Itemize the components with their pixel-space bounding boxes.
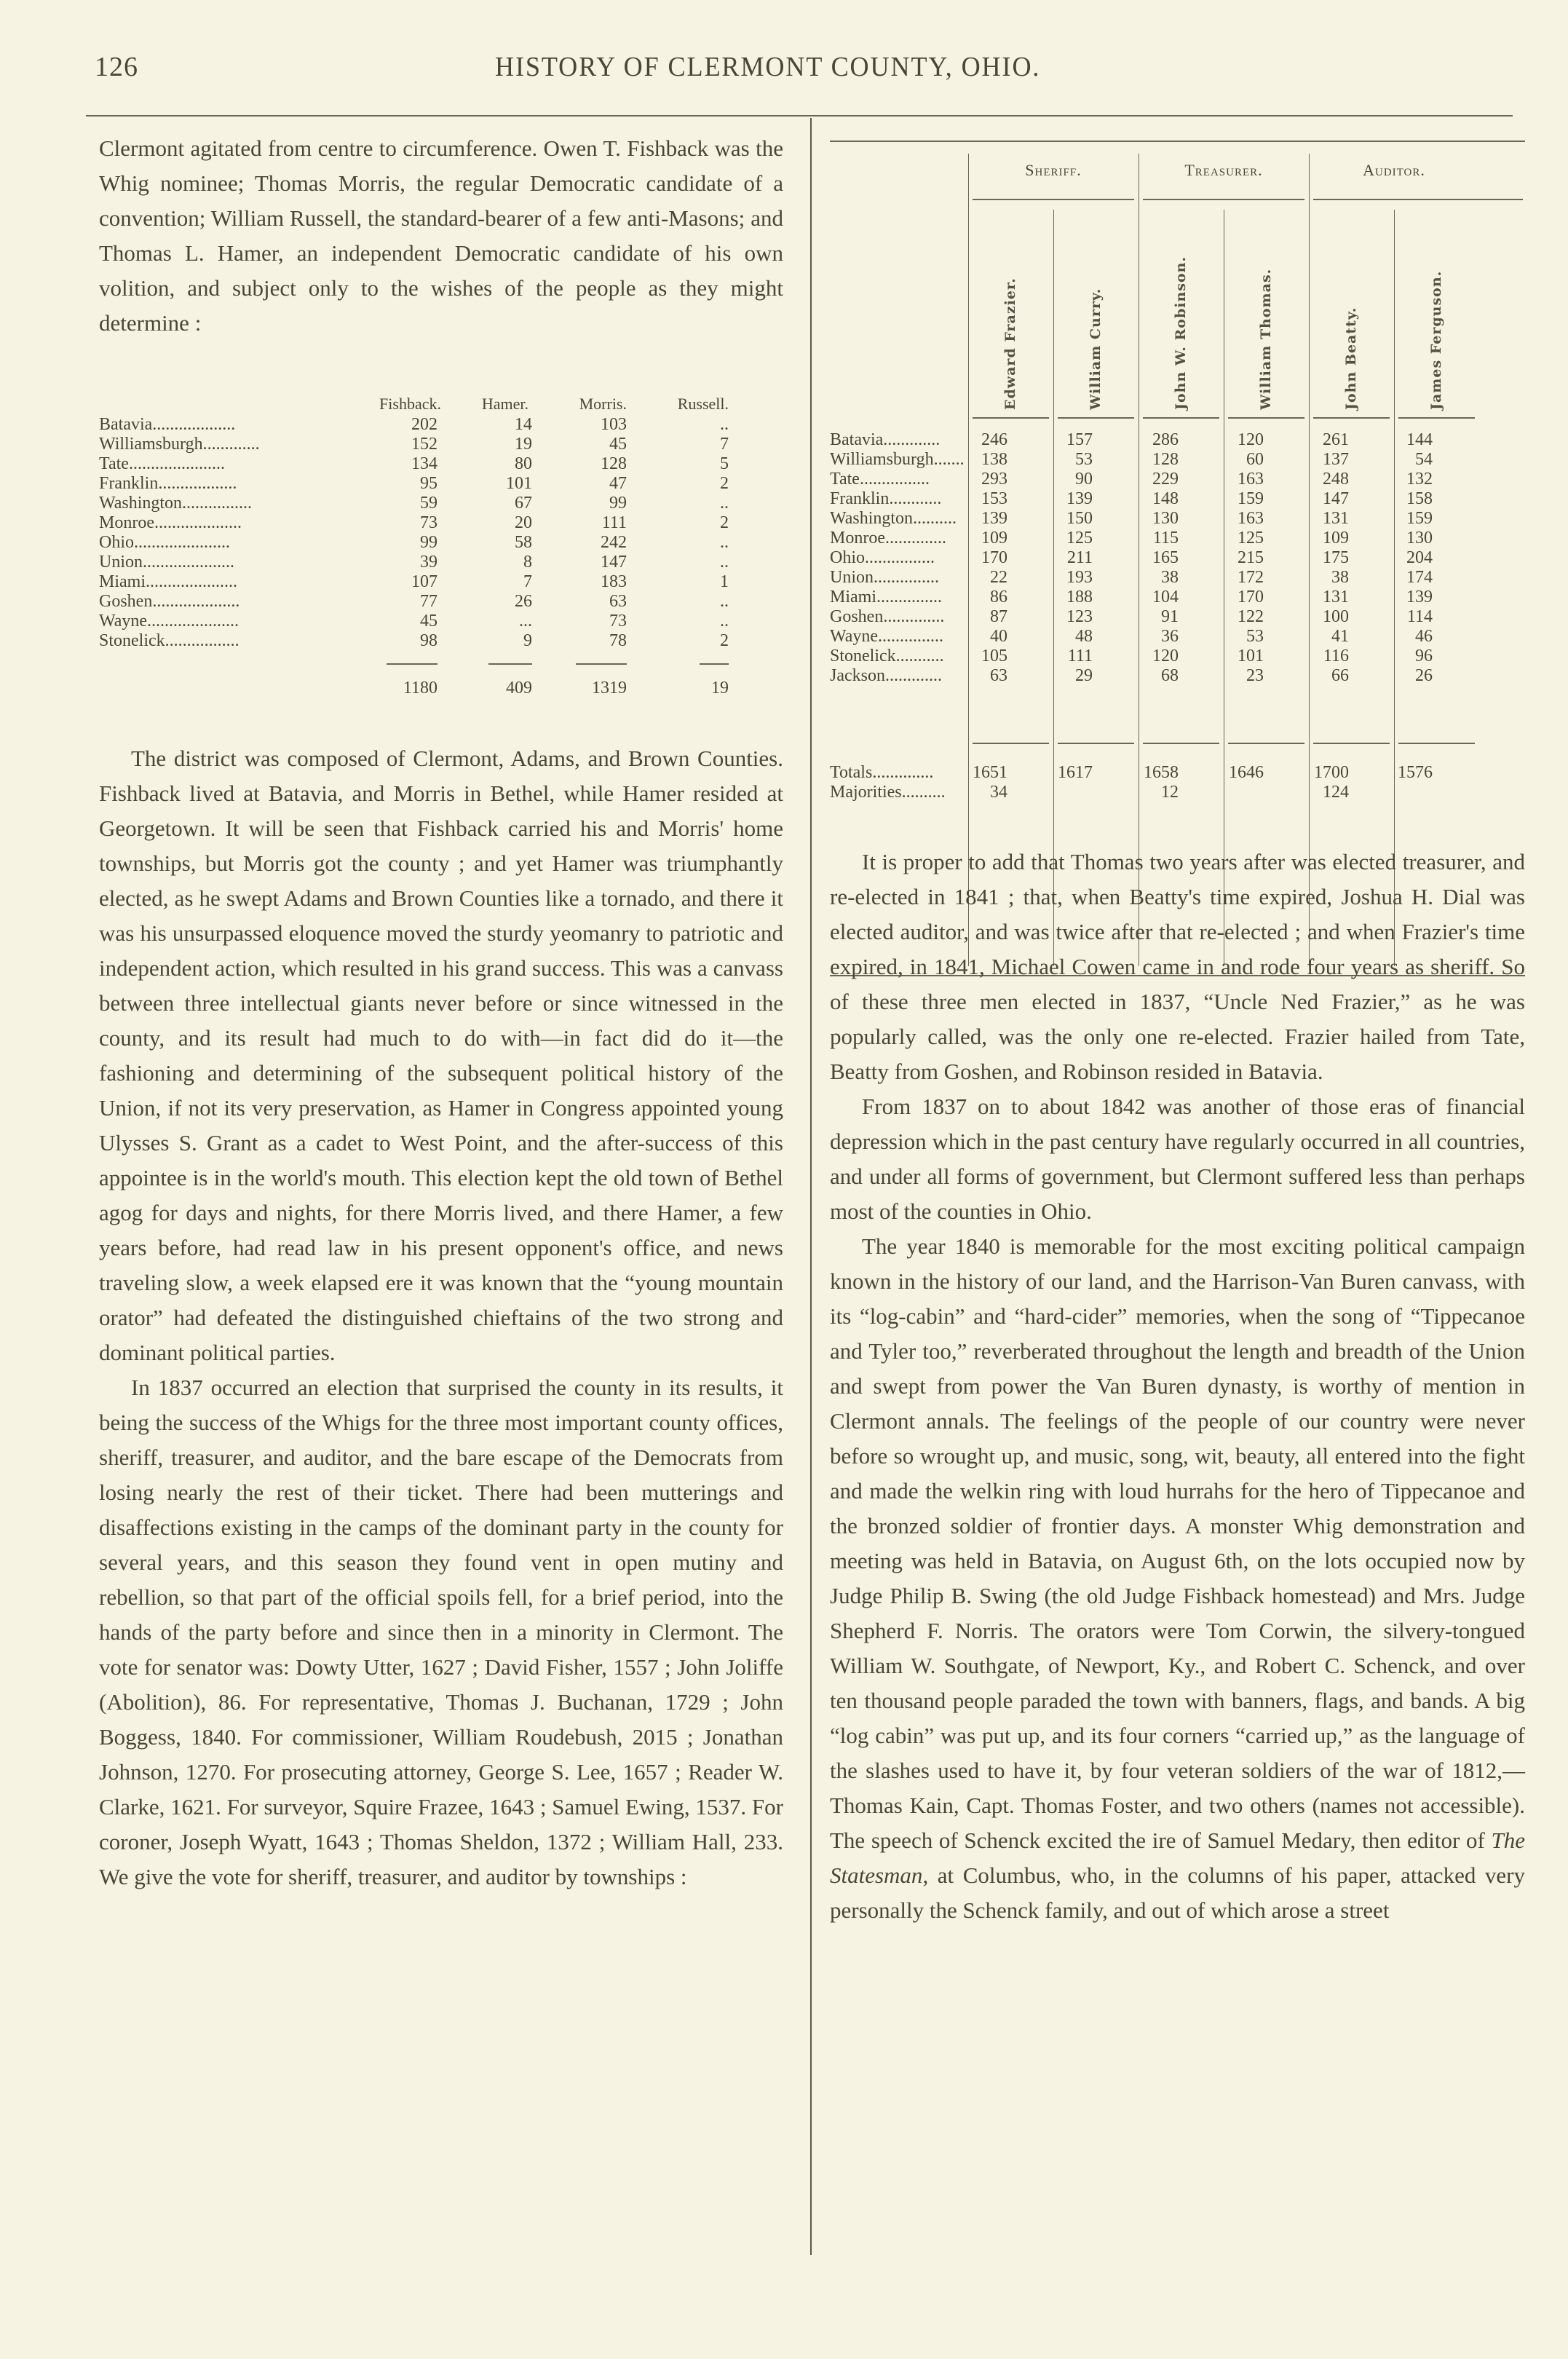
- vote-cell: 29: [1075, 666, 1093, 685]
- vote-cell: 38: [1161, 568, 1179, 587]
- vote-cell: 20: [515, 513, 532, 532]
- table-row: [99, 454, 783, 474]
- vote-cell: 114: [1406, 607, 1433, 626]
- vote-cell: 111: [601, 513, 627, 532]
- table-row: [99, 494, 783, 513]
- vote-cell: 90: [1075, 470, 1093, 489]
- vote-cell: 261: [1323, 430, 1349, 449]
- vote-cell: 242: [601, 533, 627, 552]
- vote-cell: 7: [523, 572, 532, 591]
- table-row: [99, 435, 783, 454]
- vote-cell: 47: [609, 474, 627, 493]
- total-cell: 1646: [1229, 763, 1264, 782]
- township-label: Wayne.....................: [99, 612, 239, 631]
- township-label: Miami...............: [830, 588, 942, 606]
- vote-cell: 78: [609, 631, 627, 650]
- vote-cell: 111: [1067, 647, 1093, 665]
- table-row: [830, 430, 1525, 450]
- total-cell: 1651: [973, 763, 1007, 782]
- vote-cell: 38: [1331, 568, 1349, 587]
- column-header: Fishback.: [379, 395, 441, 413]
- vote-cell: 188: [1066, 588, 1093, 606]
- vote-cell: 134: [411, 454, 437, 473]
- township-label: Wayne...............: [830, 627, 944, 646]
- vote-cell: 14: [515, 415, 532, 434]
- vote-cell: 53: [1075, 450, 1093, 469]
- total-cell: 1180: [403, 679, 437, 698]
- table-row: [830, 509, 1525, 529]
- vote-cell: 144: [1406, 430, 1433, 449]
- candidate-rule: [973, 417, 1049, 419]
- vote-cell: 131: [1323, 509, 1349, 528]
- vote-cell: 53: [1246, 627, 1264, 646]
- vote-cell: 157: [1066, 430, 1093, 449]
- vote-cell: 150: [1066, 509, 1093, 528]
- candidate-rule: [1313, 417, 1390, 419]
- vote-cell: 91: [1161, 607, 1179, 626]
- paragraph-1840-campaign: The year 1840 is memorable for the most exciting political campaign known in the history of our land, and the Harrison-Van Buren canvass, with its “log-cabin” and “hard-cider” memories, when the song of “Tippecanoe and Tyler too,” reverberated throughout the length and breadth of the Union and swept from power the Van Buren dynasty, is worthy of mention in Clermont annals. The feelings of the people of our country were never before so wrought up, and music, song, wit, beauty, all entered into the fight and made the welkin ring with loud hurrahs for the hero of Tippecanoe and the bronzed soldier of frontier days. A monster Whig demonstration and meeting was held in Batavia, on August 6th, on the lots occupied now by Judge Philip B. Swing (the old Judge Fishback homestead) and Mrs. Judge Shepherd F. Norris. The orators were Tom Corwin, the silvery-tongued William W. Southgate, of Newport, Ky., and Robert C. Schenck, and over ten thousand people paraded the town with banners, flags, and bands. A big “log cabin” was put up, and its four corners “carried up,” as the language of the slashes used to have it, by four veteran soldiers of the war of 1812,—Thomas Kain, Capt. Thomas Foster, and two others (names not accessible). The speech of Schenck excited the ire of Samuel Medary, then editor of The Statesman, at Columbus, who, in the columns of his paper, attacked very personally the Schenck family, and out of which arose a street: [830, 1233, 1526, 1923]
- vote-cell: 109: [1323, 529, 1349, 548]
- vote-cell: 165: [1152, 548, 1179, 567]
- vote-cell: 101: [506, 474, 532, 493]
- vote-cell: 132: [1406, 470, 1433, 489]
- vote-cell: 63: [609, 592, 627, 611]
- candidate-header: William Curry.: [1088, 288, 1104, 410]
- vote-cell: 211: [1066, 548, 1093, 567]
- vote-cell: 101: [1238, 647, 1264, 665]
- candidate-header: James Ferguson.: [1428, 270, 1444, 410]
- table-row: [99, 592, 783, 612]
- vote-cell: 229: [1152, 470, 1179, 489]
- township-label: Washington................: [99, 494, 253, 513]
- candidate-header: Edward Frazier.: [1002, 277, 1018, 410]
- vote-cell: 73: [609, 612, 627, 631]
- vote-cell: 99: [420, 533, 437, 552]
- vote-cell: 128: [601, 454, 627, 473]
- total-cell: 1617: [1058, 763, 1093, 782]
- vote-cell: 109: [981, 529, 1007, 548]
- vote-cell: 1: [720, 572, 729, 591]
- vote-cell: 163: [1238, 509, 1264, 528]
- candidate-header: William Thomas.: [1258, 268, 1274, 410]
- vote-cell: 115: [1152, 529, 1179, 548]
- vote-cell: 147: [601, 553, 627, 572]
- vote-cell: 95: [420, 474, 437, 493]
- vote-cell: ..: [720, 415, 729, 434]
- vote-cell: 131: [1323, 588, 1349, 606]
- township-label: Batavia.............: [830, 430, 941, 449]
- candidate-rule: [1228, 417, 1304, 419]
- table-row: [830, 666, 1525, 686]
- vote-cell: 73: [420, 513, 437, 532]
- paragraph-district: The district was composed of Clermont, Adams, and Brown Counties. Fishback lived at Batavia, and Morris in Bethel, while Hamer resided at Georgetown. It will be seen that Fishback carried his and Morris' home townships, but Morris got the county ; and yet Hamer was triumphantly elected, as he swept Adams and Brown Counties like a tornado, and there it was his unsurpassed eloquence moved the sturdy yeomanry to patriotic and independent action, which resulted in his grand success. This was a canvass between three intellectual giants never before or since witnessed in the county, and its result had much to do with—in fact did do it—the fashioning and determining of the subsequent political history of the Union, if not its very preservation, as Hamer in Congress appointed young Ulysses S. Grant as a cadet to West Point, and the after-success of this appointee is in the world's mouth. This election kept the old town of Bethel agog for days and nights, for there Morris lived, and there Hamer, a few years before, had read law in his present opponent's office, and news traveling slow, a week elapsed ere it was known that the “young mountain orator” had defeated the distinguished chieftains of the two strong and dominant political parties.: [99, 746, 783, 1365]
- township-label: Monroe....................: [99, 513, 242, 532]
- vote-cell: 147: [1323, 489, 1349, 508]
- township-label: Stonelick.................: [99, 631, 239, 650]
- table-row: [830, 470, 1525, 489]
- vote-cell: ...: [519, 612, 532, 631]
- vote-cell: 104: [1152, 588, 1179, 606]
- township-label: Batavia...................: [99, 415, 236, 434]
- vote-cell: 139: [1406, 588, 1433, 606]
- vote-cell: 293: [981, 470, 1007, 489]
- office-header-sheriff: Sheriff.: [1025, 161, 1082, 179]
- newspaper-title: The Statesman: [830, 1827, 1526, 1888]
- vote-cell: 170: [1238, 588, 1264, 606]
- vote-cell: ..: [720, 494, 729, 513]
- vote-cell: ..: [720, 612, 729, 631]
- right-column: [830, 845, 1525, 1928]
- vote-cell: 130: [1152, 509, 1179, 528]
- total-cell: 1576: [1398, 763, 1433, 782]
- office-rule: [1143, 199, 1304, 200]
- vote-cell: 66: [1331, 666, 1349, 685]
- table-row: [830, 568, 1525, 588]
- vote-cell: 125: [1066, 529, 1093, 548]
- header-rule: [86, 115, 1513, 116]
- township-label: Goshen....................: [99, 592, 240, 611]
- vote-cell: 86: [990, 588, 1007, 606]
- office-rule: [1313, 199, 1523, 200]
- township-label: Monroe..............: [830, 529, 946, 548]
- vote-cell: 138: [981, 450, 1007, 469]
- vote-cell: 175: [1323, 548, 1349, 567]
- vote-cell: 130: [1406, 529, 1433, 548]
- total-cell: 1658: [1144, 763, 1179, 782]
- vote-cell: 59: [420, 494, 437, 513]
- vote-cell: 183: [601, 572, 627, 591]
- vote-cell: 120: [1238, 430, 1264, 449]
- sum-rule: [1398, 743, 1475, 744]
- township-label: Tate......................: [99, 454, 225, 473]
- congress-vote-table: [99, 393, 783, 698]
- total-cell: 1319: [592, 679, 627, 698]
- table-row: [830, 607, 1525, 627]
- vote-cell: 148: [1152, 489, 1179, 508]
- majority-cell: 12: [1161, 783, 1179, 802]
- total-cell: 19: [711, 679, 729, 698]
- vote-cell: 45: [609, 435, 627, 454]
- table-row: [830, 627, 1525, 647]
- vote-cell: 2: [720, 513, 729, 532]
- table-row: [830, 529, 1525, 548]
- vote-cell: 2: [720, 631, 729, 650]
- vote-cell: 120: [1152, 647, 1179, 665]
- vote-cell: 39: [420, 553, 437, 572]
- vote-cell: 125: [1238, 529, 1264, 548]
- vote-cell: ..: [720, 533, 729, 552]
- vote-cell: 202: [411, 415, 437, 434]
- candidate-rule: [1398, 417, 1475, 419]
- vote-cell: 193: [1066, 568, 1093, 587]
- vote-cell: 63: [990, 666, 1007, 685]
- vote-cell: ..: [720, 553, 729, 572]
- column-divider: [810, 118, 812, 2255]
- column-header: Morris.: [579, 395, 627, 413]
- table-row: [830, 450, 1525, 470]
- vote-cell: 67: [515, 494, 532, 513]
- vote-cell: 137: [1323, 450, 1349, 469]
- office-header-treasurer: Treasurer.: [1184, 161, 1263, 179]
- vote-cell: 98: [420, 631, 437, 650]
- township-label: Miami.....................: [99, 572, 237, 591]
- sum-rule: [1228, 743, 1304, 744]
- column-header: Russell.: [677, 395, 729, 413]
- vote-cell: 159: [1238, 489, 1264, 508]
- township-label: Franklin............: [830, 489, 942, 508]
- vote-cell: 80: [515, 454, 532, 473]
- vote-cell: 152: [411, 435, 437, 454]
- vote-cell: 159: [1406, 509, 1433, 528]
- office-rule: [973, 199, 1134, 200]
- vote-cell: 8: [523, 553, 532, 572]
- vote-cell: 139: [981, 509, 1007, 528]
- sum-rule: [1058, 743, 1134, 744]
- table-row: [99, 474, 783, 494]
- sum-rules: [99, 655, 783, 673]
- vote-cell: 60: [1246, 450, 1264, 469]
- total-cell: 1700: [1314, 763, 1349, 782]
- column-header: Hamer.: [481, 395, 528, 413]
- vote-cell: 107: [411, 572, 437, 591]
- vote-cell: 41: [1331, 627, 1349, 646]
- vote-cell: 170: [981, 548, 1007, 567]
- vote-cell: 128: [1152, 450, 1179, 469]
- table-row: [99, 553, 783, 572]
- township-label: Ohio................: [830, 548, 935, 567]
- vote-cell: 100: [1323, 607, 1349, 626]
- page-number: 126: [95, 52, 138, 82]
- vote-cell: 96: [1415, 647, 1433, 665]
- row-label: Totals..............: [830, 763, 934, 782]
- candidate-header: John Beatty.: [1343, 307, 1359, 410]
- majority-cell: [1349, 783, 1433, 802]
- table-row: [99, 631, 783, 651]
- sum-rule: [973, 743, 1049, 744]
- majority-cell: 124: [1323, 783, 1349, 802]
- table-row: [830, 489, 1525, 509]
- totals-row: [99, 679, 783, 698]
- table-top-rule: [830, 141, 1525, 142]
- vote-cell: 286: [1152, 430, 1179, 449]
- vote-cell: 174: [1406, 568, 1433, 587]
- page-header: [95, 51, 1521, 102]
- vote-cell: 2: [720, 474, 729, 493]
- vote-cell: 23: [1246, 666, 1264, 685]
- vote-cell: 163: [1238, 470, 1264, 489]
- majorities-row: [830, 783, 1525, 802]
- office-header-auditor: Auditor.: [1363, 161, 1425, 179]
- table-row: [99, 415, 783, 435]
- vote-cell: 153: [981, 489, 1007, 508]
- township-label: Union.....................: [99, 553, 234, 572]
- paragraph-financial-depression: From 1837 on to about 1842 was another of those eras of financial depression which in the past century have regularly occurred in all countries, and under all forms of government, but Clermont suffered less than perhaps most of the counties in Ohio.: [830, 1094, 1525, 1224]
- majority-cell: [1007, 783, 1093, 802]
- vote-cell: 5: [720, 454, 729, 473]
- vote-cell: 58: [515, 533, 532, 552]
- vote-cell: 87: [990, 607, 1007, 626]
- vote-cell: 26: [515, 592, 532, 611]
- vote-cell: 45: [420, 612, 437, 631]
- table-row: [99, 533, 783, 553]
- vote-cell: 19: [515, 435, 532, 454]
- majority-cell: 34: [990, 783, 1007, 802]
- vote-cell: 77: [420, 592, 437, 611]
- vote-cell: 103: [601, 415, 627, 434]
- running-title: HISTORY OF CLERMONT COUNTY, OHIO.: [495, 52, 1041, 82]
- left-column-continued: [99, 741, 783, 1894]
- paragraph-later-elections: It is proper to add that Thomas two years after was elected treasurer, and re-elected in 1841 ; that, when Beatty's time expired, Joshua H. Dial was elected auditor, and was twice after that re-elected ; and when Frazier's time expired, in 1841, Michael Cowen came in and rode four years as sheriff. So of these three men elected in 1837, “Uncle Ned Frazier,” as he was popularly called, was the only one re-elected. Frazier hailed from Tate, Beatty from Goshen, and Robinson resided in Batavia.: [830, 849, 1525, 1084]
- vote-cell: 48: [1075, 627, 1093, 646]
- paragraph-1837-election: In 1837 occurred an election that surprised the county in its results, it being the success of the Whigs for the three most important county offices, sheriff, treasurer, and auditor, and the bare escape of the Democrats from losing nearly the rest of their ticket. There had been mutterings and disaffections existing in the camps of the dominant party in the county for several years, and this season they found vent in open mutiny and rebellion, so that part of the official spoils fell, for a brief period, into the hands of the party before and since then in a minority in Clermont. The vote for senator was: Dowty Utter, 1627 ; David Fisher, 1557 ; John Joliffe (Abolition), 86. For representative, Thomas J. Buchanan, 1729 ; John Boggess, 1840. For commissioner, William Roudebush, 2015 ; Jonathan Johnson, 1270. For prosecuting attorney, George S. Lee, 1657 ; Reader W. Clarke, 1621. For surveyor, Squire Frazee, 1643 ; Samuel Ewing, 1537. For coroner, Joseph Wyatt, 1643 ; Thomas Sheldon, 1372 ; William Hall, 233. We give the vote for sheriff, treasurer, and auditor by townships :: [99, 1375, 783, 1889]
- vote-cell: 7: [720, 435, 729, 454]
- township-label: Jackson.............: [830, 666, 942, 685]
- vote-cell: 204: [1406, 548, 1433, 567]
- vote-cell: 246: [981, 430, 1007, 449]
- vote-cell: 68: [1161, 666, 1179, 685]
- vote-cell: 116: [1323, 647, 1349, 665]
- total-cell: 409: [506, 679, 532, 698]
- vote-cell: 36: [1161, 627, 1179, 646]
- vote-cell: 46: [1415, 627, 1433, 646]
- candidate-rule: [1143, 417, 1219, 419]
- vote-cell: 172: [1238, 568, 1264, 587]
- left-column: [99, 131, 783, 341]
- totals-block: [830, 763, 1525, 802]
- vote-cell: 22: [990, 568, 1007, 587]
- township-label: Ohio......................: [99, 533, 230, 552]
- township-label: Union...............: [830, 568, 939, 587]
- vote-cell: 40: [990, 627, 1007, 646]
- table-header-row: [99, 393, 783, 415]
- vote-cell: ..: [720, 592, 729, 611]
- vote-cell: 158: [1406, 489, 1433, 508]
- township-label: Williamsburgh.......: [830, 450, 965, 469]
- vote-cell: 105: [981, 647, 1007, 665]
- township-label: Franklin..................: [99, 474, 237, 493]
- township-label: Tate................: [830, 470, 930, 489]
- table-row: [99, 572, 783, 592]
- vote-cell: 26: [1415, 666, 1433, 685]
- vote-cell: 99: [609, 494, 627, 513]
- candidate-rule: [1058, 417, 1134, 419]
- vote-cell: 122: [1238, 607, 1264, 626]
- sum-rule: [1313, 743, 1390, 744]
- vote-cell: 123: [1066, 607, 1093, 626]
- township-label: Stonelick...........: [830, 647, 944, 665]
- table-row: [99, 612, 783, 631]
- vote-cell: 54: [1415, 450, 1433, 469]
- vote-cell: 139: [1066, 489, 1093, 508]
- township-label: Goshen..............: [830, 607, 945, 626]
- paragraph-candidates: Clermont agitated from centre to circumference. Owen T. Fishback was the Whig nominee; Thomas Morris, the regular Democratic candidate of a convention; William Russell, the standard-bearer of a few anti-Masons; and Thomas L. Hamer, an independent Democratic candidate of his own volition, and subject only to the wishes of the people as they might determine :: [99, 135, 783, 336]
- totals-row: [830, 763, 1525, 783]
- township-label: Washington..........: [830, 509, 957, 528]
- table-row: [99, 513, 783, 533]
- vote-cell: 215: [1238, 548, 1264, 567]
- vote-cell: 248: [1323, 470, 1349, 489]
- table-row: [830, 548, 1525, 568]
- table-body: [830, 430, 1525, 686]
- row-label: Majorities..........: [830, 783, 946, 802]
- table-row: [830, 588, 1525, 607]
- vote-cell: 9: [523, 631, 532, 650]
- township-label: Williamsburgh.............: [99, 435, 260, 454]
- majority-cell: [1179, 783, 1264, 802]
- sum-rule: [1143, 743, 1219, 744]
- candidate-header: John W. Robinson.: [1173, 256, 1189, 410]
- table-row: [830, 647, 1525, 666]
